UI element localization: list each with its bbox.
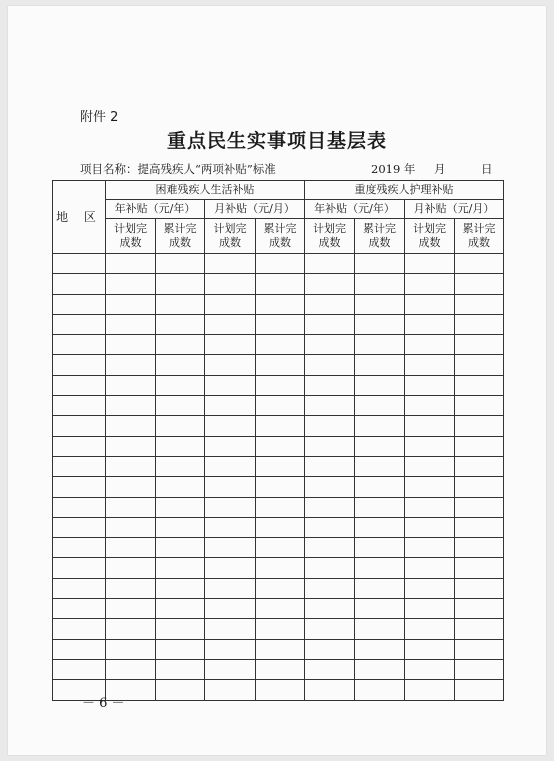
region-cell [53,375,106,395]
value-cell [355,436,405,456]
value-cell [106,335,156,355]
sub-header-monthly-1: 月补贴（元/月） [205,200,305,219]
value-cell [106,538,156,558]
region-cell [53,477,106,497]
value-cell [405,639,455,659]
value-cell [455,274,504,294]
value-cell [205,436,256,456]
value-cell [156,558,205,578]
value-cell [156,538,205,558]
value-cell [156,355,205,375]
region-header [53,181,106,254]
value-cell [355,558,405,578]
value-cell [355,396,405,416]
value-cell [305,599,355,619]
value-cell [405,436,455,456]
value-cell [355,659,405,679]
leaf-header-line: 累计完 [462,222,496,235]
table-row [53,619,504,639]
region-cell [53,497,106,517]
region-cell [53,335,106,355]
leaf-header [455,219,504,254]
table-row [53,274,504,294]
value-cell [405,396,455,416]
table-row [53,294,504,314]
value-cell [205,619,256,639]
value-cell [455,396,504,416]
value-cell [156,416,205,436]
value-cell [405,477,455,497]
value-cell [106,517,156,537]
project-name: 项目名称：提高残疾人“两项补贴”标准 [80,162,276,176]
region-cell [53,456,106,476]
value-cell [355,599,405,619]
value-cell [305,456,355,476]
region-cell [53,396,106,416]
value-cell [205,416,256,436]
value-cell [256,396,305,416]
leaf-header-line: 成数 [169,236,191,249]
value-cell [205,314,256,334]
value-cell [355,355,405,375]
value-cell [205,558,256,578]
value-cell [405,659,455,679]
value-cell [305,355,355,375]
value-cell [405,599,455,619]
value-cell [455,578,504,598]
value-cell [405,619,455,639]
leaf-header-line: 成数 [119,236,142,249]
value-cell [256,639,305,659]
value-cell [405,416,455,436]
value-cell [205,680,256,700]
region-cell [53,659,106,679]
value-cell [455,599,504,619]
region-cell [53,558,106,578]
value-cell [405,578,455,598]
value-cell [106,375,156,395]
value-cell [205,639,256,659]
sub-header-annual-1: 年补贴（元/年） [106,200,205,219]
value-cell [455,477,504,497]
value-cell [355,497,405,517]
region-cell [53,599,106,619]
value-cell [156,294,205,314]
value-cell [405,355,455,375]
value-cell [156,254,205,274]
leaf-header-line: 计划完 [413,222,446,235]
value-cell [106,436,156,456]
date-year: 2019 年 [371,162,416,176]
leaf-header [205,219,256,254]
value-cell [106,396,156,416]
value-cell [156,599,205,619]
value-cell [305,497,355,517]
value-cell [305,659,355,679]
value-cell [455,335,504,355]
value-cell [355,314,405,334]
value-cell [256,619,305,639]
value-cell [405,294,455,314]
value-cell [455,659,504,679]
leaf-header [305,219,355,254]
value-cell [156,335,205,355]
value-cell [455,436,504,456]
value-cell [405,538,455,558]
value-cell [405,274,455,294]
value-cell [455,254,504,274]
region-cell [53,314,106,334]
value-cell [455,558,504,578]
leaf-header-line: 成数 [219,236,241,249]
value-cell [156,436,205,456]
value-cell [106,619,156,639]
value-cell [156,517,205,537]
value-cell [106,659,156,679]
value-cell [106,416,156,436]
leaf-header-line: 累计完 [263,222,297,235]
value-cell [355,639,405,659]
table-row [53,335,504,355]
value-cell [355,517,405,537]
region-cell [53,538,106,558]
group-header-care-subsidy: 重度残疾人护理补贴 [305,181,504,200]
value-cell [256,578,305,598]
attachment-label: 附件 2 [80,110,119,125]
table-row [53,314,504,334]
value-cell [205,294,256,314]
value-cell [256,436,305,456]
value-cell [355,254,405,274]
table-row [53,497,504,517]
value-cell [305,517,355,537]
value-cell [405,314,455,334]
value-cell [156,396,205,416]
value-cell [405,558,455,578]
region-cell [53,274,106,294]
value-cell [106,274,156,294]
leaf-header-line: 成数 [269,236,291,249]
table-row [53,254,504,274]
leaf-header [156,219,205,254]
table-row [53,659,504,679]
value-cell [455,375,504,395]
leaf-header-line: 累计完 [163,222,197,235]
region-cell [53,639,106,659]
leaf-header [405,219,455,254]
leaf-header [256,219,305,254]
value-cell [205,396,256,416]
value-cell [256,599,305,619]
value-cell [355,578,405,598]
value-cell [305,294,355,314]
value-cell [256,294,305,314]
page-number: － 6 － [82,696,125,711]
value-cell [405,335,455,355]
leaf-header-line: 计划完 [313,222,346,235]
value-cell [305,619,355,639]
value-cell [106,355,156,375]
value-cell [156,680,205,700]
value-cell [305,558,355,578]
table-row [53,538,504,558]
sub-header-monthly-2: 月补贴（元/月） [405,200,504,219]
value-cell [205,375,256,395]
table-row [53,396,504,416]
region-cell [53,517,106,537]
region-cell [53,619,106,639]
value-cell [305,254,355,274]
value-cell [106,456,156,476]
value-cell [355,416,405,436]
table-row [53,517,504,537]
value-cell [455,416,504,436]
value-cell [156,578,205,598]
table-row [53,578,504,598]
value-cell [156,497,205,517]
value-cell [205,335,256,355]
value-cell [256,355,305,375]
value-cell [256,558,305,578]
value-cell [156,274,205,294]
value-cell [205,274,256,294]
value-cell [305,335,355,355]
value-cell [455,639,504,659]
value-cell [156,639,205,659]
region-cell [53,254,106,274]
value-cell [455,497,504,517]
value-cell [205,538,256,558]
value-cell [156,375,205,395]
value-cell [156,456,205,476]
date-day: 日 [481,162,493,176]
value-cell [205,254,256,274]
value-cell [455,314,504,334]
value-cell [355,375,405,395]
value-cell [256,375,305,395]
value-cell [305,375,355,395]
leaf-header [106,219,156,254]
value-cell [305,538,355,558]
value-cell [205,497,256,517]
value-cell [106,477,156,497]
value-cell [205,578,256,598]
table-row [53,456,504,476]
region-cell [53,436,106,456]
value-cell [205,599,256,619]
leaf-header [355,219,405,254]
value-cell [455,456,504,476]
value-cell [355,294,405,314]
value-cell [256,456,305,476]
value-cell [256,254,305,274]
value-cell [455,680,504,700]
table-body [53,254,504,701]
value-cell [156,659,205,679]
value-cell [405,497,455,517]
table-row [53,599,504,619]
region-cell [53,416,106,436]
value-cell [355,274,405,294]
table-row [53,416,504,436]
value-cell [305,680,355,700]
value-cell [305,578,355,598]
page-title: 重点民生实事项目基层表 [166,130,387,152]
value-cell [106,497,156,517]
value-cell [106,254,156,274]
value-cell [455,517,504,537]
value-cell [405,517,455,537]
region-cell [53,355,106,375]
value-cell [205,477,256,497]
sub-header-annual-2: 年补贴（元/年） [305,200,405,219]
value-cell [455,355,504,375]
leaf-header-line: 成数 [318,236,341,249]
table-row [53,477,504,497]
value-cell [156,619,205,639]
report-table [52,180,504,701]
value-cell [106,578,156,598]
table-row [53,558,504,578]
value-cell [455,294,504,314]
value-cell [156,314,205,334]
region-header-label: 地 区 [56,209,102,224]
value-cell [355,538,405,558]
value-cell [256,517,305,537]
value-cell [305,639,355,659]
leaf-header-line: 计划完 [114,222,147,235]
table-row [53,639,504,659]
value-cell [156,477,205,497]
value-cell [256,416,305,436]
region-cell [53,294,106,314]
leaf-header-line: 计划完 [213,222,247,235]
value-cell [205,517,256,537]
date-month: 月 [434,162,446,176]
value-cell [355,477,405,497]
value-cell [355,456,405,476]
table-row [53,375,504,395]
value-cell [305,314,355,334]
leaf-header-line: 成数 [468,236,490,249]
region-cell [53,578,106,598]
leaf-header-line: 成数 [368,236,391,249]
value-cell [106,558,156,578]
value-cell [256,314,305,334]
table-row [53,436,504,456]
value-cell [305,396,355,416]
value-cell [305,416,355,436]
value-cell [256,497,305,517]
value-cell [205,456,256,476]
value-cell [305,274,355,294]
value-cell [256,538,305,558]
value-cell [405,456,455,476]
value-cell [256,477,305,497]
value-cell [205,659,256,679]
value-cell [106,314,156,334]
value-cell [355,335,405,355]
value-cell [106,599,156,619]
table-row [53,355,504,375]
value-cell [355,619,405,639]
value-cell [355,680,405,700]
value-cell [106,639,156,659]
value-cell [455,538,504,558]
value-cell [405,254,455,274]
value-cell [405,680,455,700]
value-cell [455,619,504,639]
value-cell [305,477,355,497]
group-header-difficulty-subsidy: 困难残疾人生活补贴 [106,181,305,200]
leaf-header-line: 累计完 [363,222,396,235]
value-cell [305,436,355,456]
value-cell [256,335,305,355]
leaf-header-line: 成数 [418,236,441,249]
value-cell [106,294,156,314]
value-cell [256,680,305,700]
value-cell [256,659,305,679]
value-cell [405,375,455,395]
value-cell [205,355,256,375]
value-cell [256,274,305,294]
